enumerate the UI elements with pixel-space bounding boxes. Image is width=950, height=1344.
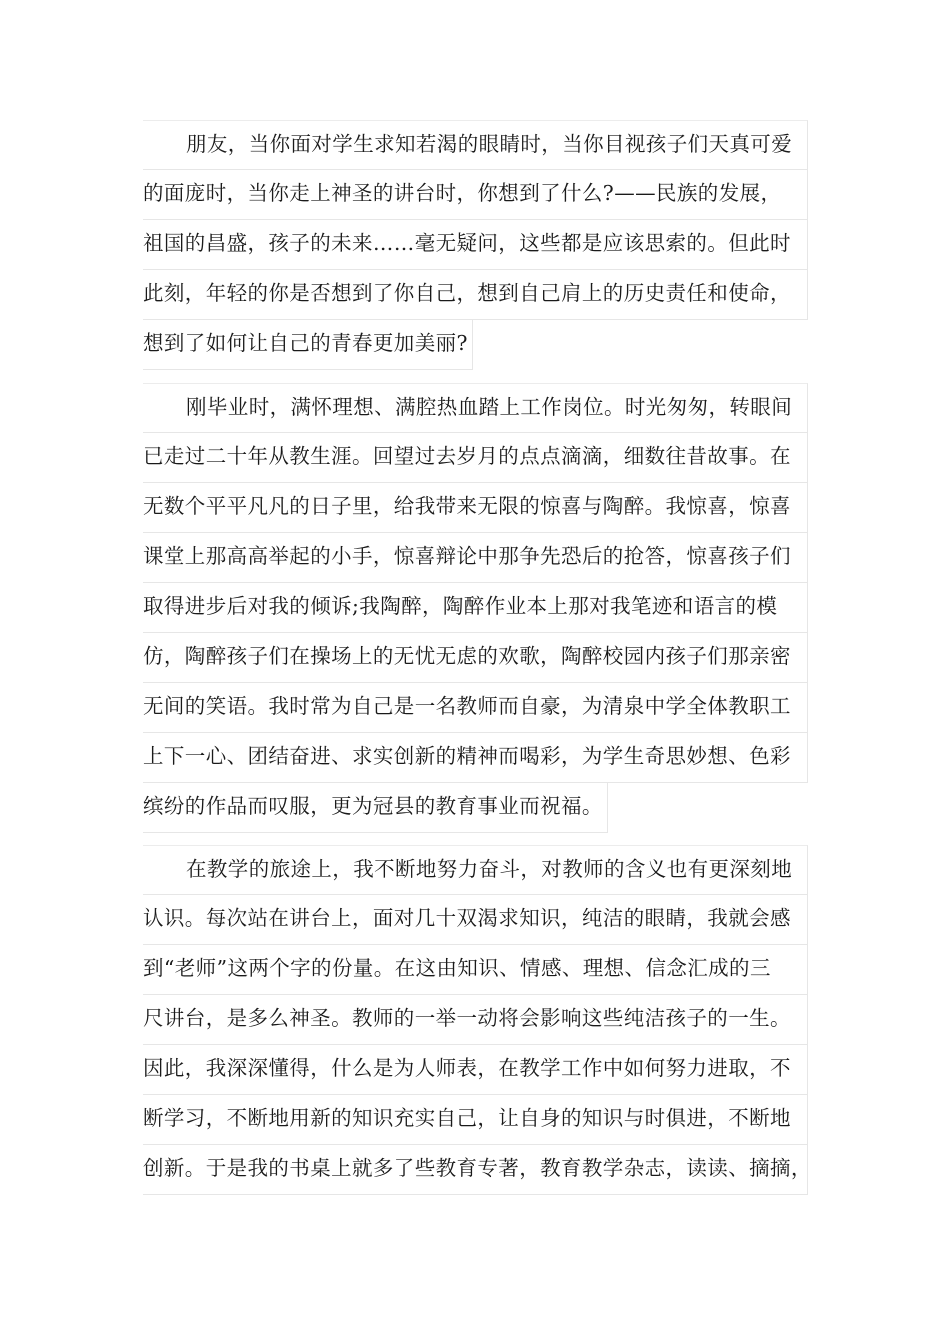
text-line: 到“老师”这两个字的份量。在这由知识、情感、理想、信念汇成的三 bbox=[143, 945, 808, 995]
text-line: 无间的笑语。我时常为自己是一名教师而自豪，为清泉中学全体教职工 bbox=[143, 683, 808, 733]
text-line: 祖国的昌盛，孩子的未来……毫无疑问，这些都是应该思索的。但此时 bbox=[143, 220, 808, 270]
text-line: 认识。每次站在讲台上，面对几十双渴求知识，纯洁的眼睛，我就会感 bbox=[143, 895, 808, 945]
text-line: 无数个平平凡凡的日子里，给我带来无限的惊喜与陶醉。我惊喜，惊喜 bbox=[143, 483, 808, 533]
text-line: 取得进步后对我的倾诉;我陶醉，陶醉作业本上那对我笔迹和语言的模 bbox=[143, 583, 808, 633]
paragraph-2 bbox=[143, 383, 808, 833]
paragraph-3 bbox=[143, 845, 812, 1195]
text-line: 此刻，年轻的你是否想到了你自己，想到自己肩上的历史责任和使命， bbox=[143, 270, 808, 320]
text-line: 的面庞时，当你走上神圣的讲台时，你想到了什么?——民族的发展， bbox=[143, 170, 808, 220]
text-line: 课堂上那高高举起的小手，惊喜辩论中那争先恐后的抢答，惊喜孩子们 bbox=[143, 533, 808, 583]
text-line: 仿，陶醉孩子们在操场上的无忧无虑的欢歌，陶醉校园内孩子们那亲密 bbox=[143, 633, 808, 683]
paragraph-1 bbox=[143, 120, 808, 370]
text-line: 上下一心、团结奋进、求实创新的精神而喝彩，为学生奇思妙想、色彩 bbox=[143, 733, 808, 783]
text-line: 刚毕业时，满怀理想、满腔热血踏上工作岗位。时光匆匆，转眼间 bbox=[143, 383, 808, 433]
text-line: 创新。于是我的书桌上就多了些教育专著，教育教学杂志，读读、摘摘， bbox=[143, 1145, 808, 1195]
text-line: 因此，我深深懂得，什么是为人师表，在教学工作中如何努力进取，不 bbox=[143, 1045, 808, 1095]
text-line: 尺讲台，是多么神圣。教师的一举一动将会影响这些纯洁孩子的一生。 bbox=[143, 995, 808, 1045]
text-line: 缤纷的作品而叹服，更为冠县的教育事业而祝福。 bbox=[143, 783, 608, 833]
text-line: 朋友，当你面对学生求知若渴的眼睛时，当你目视孩子们天真可爱 bbox=[143, 120, 808, 170]
text-line: 在教学的旅途上，我不断地努力奋斗，对教师的含义也有更深刻地 bbox=[143, 845, 808, 895]
text-line: 已走过二十年从教生涯。回望过去岁月的点点滴滴，细数往昔故事。在 bbox=[143, 433, 808, 483]
text-line: 想到了如何让自己的青春更加美丽? bbox=[143, 320, 473, 370]
text-line: 断学习，不断地用新的知识充实自己，让自身的知识与时俱进，不断地 bbox=[143, 1095, 808, 1145]
